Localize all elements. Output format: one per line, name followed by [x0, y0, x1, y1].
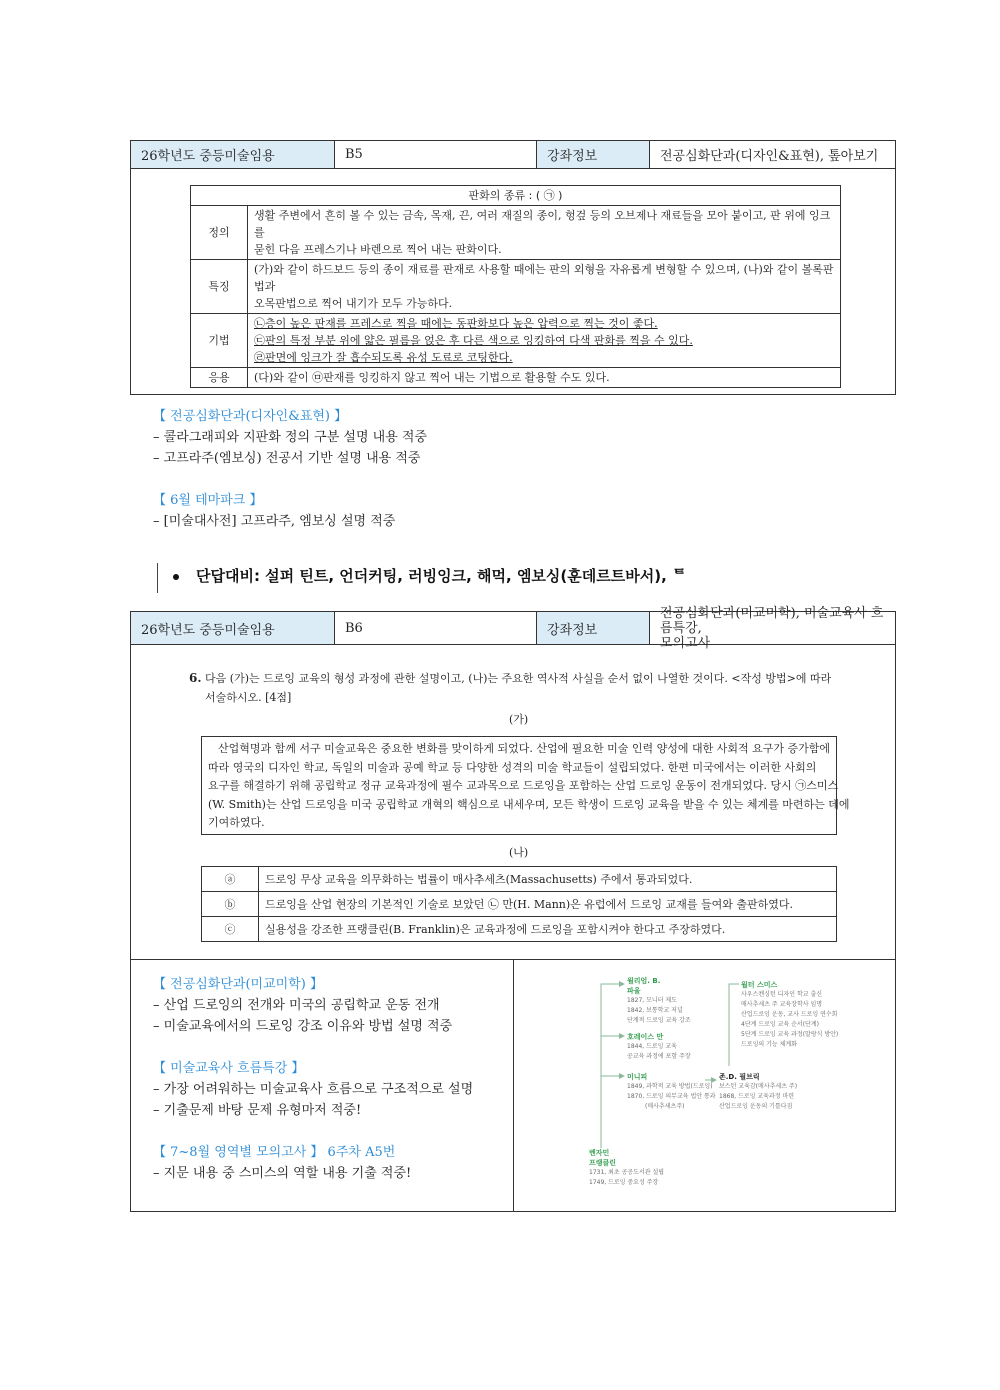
na-key: ⓒ	[202, 917, 259, 942]
definition-line-1: 생활 주변에서 흔히 볼 수 있는 금속, 목재, 끈, 여러 재질의 종이, 헝겊 등의 오브제나 재료들을 모아 붙이고, 판 위에 잉크를	[254, 209, 831, 239]
node-line: 1849, 과학적 교육 방법(드로잉)	[627, 1083, 713, 1090]
info-cell	[650, 605, 895, 651]
bullet-dot	[173, 574, 179, 580]
print-type-table	[190, 185, 841, 388]
bottom-divider	[513, 960, 514, 1211]
na-label: (나)	[509, 846, 529, 859]
row-key-application: 응용	[191, 368, 248, 388]
node-name: 윌리엄. B.	[627, 977, 661, 985]
exam-cell: 26학년도 중등미술임용	[131, 612, 335, 644]
question-panel-b5	[130, 169, 896, 395]
node-line: (매사추세츠주)	[645, 1103, 685, 1110]
row-technique	[248, 314, 841, 368]
note-heading-1: 【 전공심화단과(디자인&표현) 】	[153, 409, 348, 424]
feature-line-1: (가)와 같이 하드보드 등의 종이 재료를 판재로 사용할 때에는 판의 외형을 자유롭게 변형할 수 있으며, (나)와 같이 볼록판법과	[254, 263, 834, 293]
technique-line-3: ㉣판면에 잉크가 잘 흡수되도록 유성 도료로 코팅한다.	[254, 351, 513, 364]
notes-b5	[153, 406, 873, 532]
bullet-text: 단답대비: 설퍼 틴트, 언더커팅, 러빙잉크, 해먹, 엠보싱(훈데르트바서), ᄐ	[196, 567, 687, 585]
technique-line-1: ㉡층이 높은 판재를 프레스로 찍을 때에는 동판화보다 높은 압력으로 찍는 것이 좋다.	[254, 317, 658, 330]
node-line: 4단계 드로잉 교육 순서(단계)	[741, 1021, 819, 1028]
node-name: 파울	[627, 987, 641, 995]
note-item: – 기출문제 바탕 문제 유형마저 적중!	[153, 1103, 362, 1118]
node-name: 벤자민	[589, 1149, 610, 1157]
node-franklin	[589, 1148, 664, 1188]
code-cell: B5	[335, 141, 537, 168]
node-line: 사우스켄싱턴 디자인 학교 출신	[741, 991, 823, 998]
row-key-technique: 기법	[191, 314, 248, 368]
node-name: 호레이스 만	[627, 1033, 664, 1041]
note-heading-4: 【 미술교육사 흐름특강 】	[153, 1061, 305, 1076]
row-key-definition: 정의	[191, 206, 248, 260]
question-number: 6.	[189, 671, 202, 685]
node-line: 1749, 드로잉 중요성 주장	[589, 1179, 659, 1186]
node-john	[719, 1072, 797, 1112]
node-line: 산업드로잉 운동, 교사 드로잉 연수회	[741, 1011, 838, 1018]
ga-label: (가)	[509, 713, 529, 726]
note-item: – 지문 내용 중 스미스의 역할 내용 기출 적중!	[153, 1166, 412, 1181]
row-key-feature: 특징	[191, 260, 248, 314]
na-key: ⓑ	[202, 892, 259, 917]
note-item: – 가장 어려워하는 미술교육사 흐름으로 구조적으로 설명	[153, 1082, 474, 1097]
node-line: 단계적 드로잉 교육 강조	[627, 1017, 691, 1024]
ga-box	[201, 736, 850, 835]
row-application	[248, 368, 841, 388]
definition-line-2: 묻힌 다음 프레스기나 바렌으로 찍어 내는 판화이다.	[254, 243, 502, 256]
row-definition	[248, 206, 841, 260]
note-heading-5: 【 7~8월 영역별 모의고사 】 6주차 A5번	[153, 1145, 396, 1160]
node-line: 매사추세츠 주 교육장학사 임명	[741, 1001, 823, 1008]
note-item: – 산업 드로잉의 전개와 미국의 공립학교 운동 전개	[153, 998, 440, 1013]
na-table	[201, 866, 837, 942]
node-line: 1870, 드로잉 의무교육 법안 통과	[627, 1093, 716, 1100]
node-name: 프랭클린	[589, 1159, 617, 1167]
label-cell: 강좌정보	[537, 141, 650, 168]
na-text: 실용성을 강조한 프랭클린(B. Franklin)은 교육과정에 드로잉을 포함시켜야 한다고 주장하였다.	[259, 917, 837, 942]
na-key: ⓐ	[202, 867, 259, 892]
note-item: – 콜라그래피와 지판화 정의 구분 설명 내용 적중	[153, 430, 428, 445]
node-line: 보스턴 교육감(매사추세츠 주)	[719, 1083, 798, 1090]
ga-line: 기여하였다.	[208, 816, 265, 829]
node-line: 공교육 과정에 포함 주장	[627, 1053, 691, 1060]
note-item: – [미술대사전] 고프라주, 엠보싱 설명 적중	[153, 514, 396, 529]
ga-line: 요구를 해결하기 위해 공립학교 정규 교육과정에 필수 교과목으로 드로잉을 포함하는 산업 드로잉 운동이 전개되었다. 당시 ㉠스미스	[208, 779, 839, 792]
question-panel-b6	[130, 645, 896, 960]
bullet-bar	[157, 563, 158, 593]
na-text: 드로잉 무상 교육을 의무화하는 법률이 매사추세츠(Massachusetts) 주에서 통과되었다.	[259, 867, 837, 892]
node-line: 산업드로잉 운동의 기틀다짐	[719, 1103, 793, 1110]
timeline-diagram	[515, 962, 895, 1210]
header-b6	[130, 605, 896, 651]
row-feature	[248, 260, 841, 314]
node-line: 1731, 최초 공공도서관 설립	[589, 1169, 665, 1176]
code-cell: B6	[335, 612, 537, 644]
node-walter	[741, 980, 838, 1050]
question-line-2: 서술하시오. [4점]	[205, 691, 292, 704]
na-text: 드로잉을 산업 현장의 기본적인 기술로 보았던 ㉡ 만(H. Mann)은 유럽에서 드로잉 교재를 들여와 출판하였다.	[259, 892, 837, 917]
ga-line: 산업혁명과 함께 서구 미술교육은 중요한 변화를 맞이하게 되었다. 산업에 필요한 미술 인력 양성에 대한 사회적 요구가 증가함에	[218, 742, 830, 755]
ga-line: 따라 영국의 디자인 학교, 독일의 미술과 공예 학교 등 다양한 성격의 미술 학교들이 설립되었다. 한편 미국에서는 이러한 사회의	[208, 760, 817, 774]
node-name: 미니피	[627, 1073, 648, 1081]
node-name: 존.D. 필브릭	[719, 1073, 760, 1081]
info-line-2: 모의고사	[660, 635, 711, 651]
note-heading-2: 【 6월 테마파크 】	[153, 493, 263, 508]
note-item: – 미술교육에서의 드로잉 강조 이유와 방법 설명 적중	[153, 1019, 453, 1034]
node-name: 월터 스미스	[741, 981, 778, 989]
ga-line: (W. Smith)는 산업 드로잉을 미국 공립학교 개혁의 핵심으로 내세우며, 모든 학생이 드로잉 교육을 받을 수 있는 체계를 마련하는 데에	[208, 797, 850, 811]
question-line-1: 다음 (가)는 드로잉 교육의 형성 과정에 관한 설명이고, (나)는 주요한 역사적 사실을 순서 없이 나열한 것이다. <작성 방법>에 따라	[205, 672, 832, 685]
node-line: 5단계 드로잉 교육 과정(말랑식 방안)	[741, 1031, 839, 1038]
note-heading-3: 【 전공심화단과(미교미학) 】	[153, 977, 323, 992]
header-b5	[130, 140, 896, 169]
node-line: 1842, 보통학교 저널	[627, 1007, 683, 1014]
node-minipi	[627, 1072, 716, 1112]
exam-cell: 26학년도 중등미술임용	[131, 141, 335, 168]
node-line: 1868, 드로잉 교육과정 마련	[719, 1093, 795, 1100]
node-line: 드로잉의 기능 체계화	[741, 1041, 797, 1048]
application-line-1: (다)와 같이 ㉤판재를 잉킹하지 않고 찍어 내는 기법으로 활용할 수도 있다.	[254, 371, 610, 384]
question-stem	[189, 669, 849, 707]
notes-b6	[153, 974, 503, 1184]
print-table-title: 판화의 종류 : ( ㉠ )	[191, 186, 841, 206]
feature-line-2: 오목판법으로 찍어 내기가 모두 가능하다.	[254, 297, 453, 310]
label-cell: 강좌정보	[537, 612, 650, 644]
info-line-1: 전공심화단과(미교미학), 미술교육사 흐름특강,	[660, 605, 884, 636]
info-cell: 전공심화단과(디자인&표현), 톺아보기	[660, 149, 879, 164]
node-line: 1827, 모니터 제도	[627, 997, 677, 1004]
node-line: 1844, 드로잉 교육	[627, 1043, 677, 1050]
node-william	[627, 976, 691, 1026]
note-item: – 고프라주(엠보싱) 전공서 기반 설명 내용 적중	[153, 451, 421, 466]
technique-line-2: ㉢판의 특정 부분 위에 얇은 필름을 얹은 후 다른 색으로 잉킹하여 다색 판화를 찍을 수 있다.	[254, 334, 693, 347]
node-horace	[627, 1032, 691, 1062]
